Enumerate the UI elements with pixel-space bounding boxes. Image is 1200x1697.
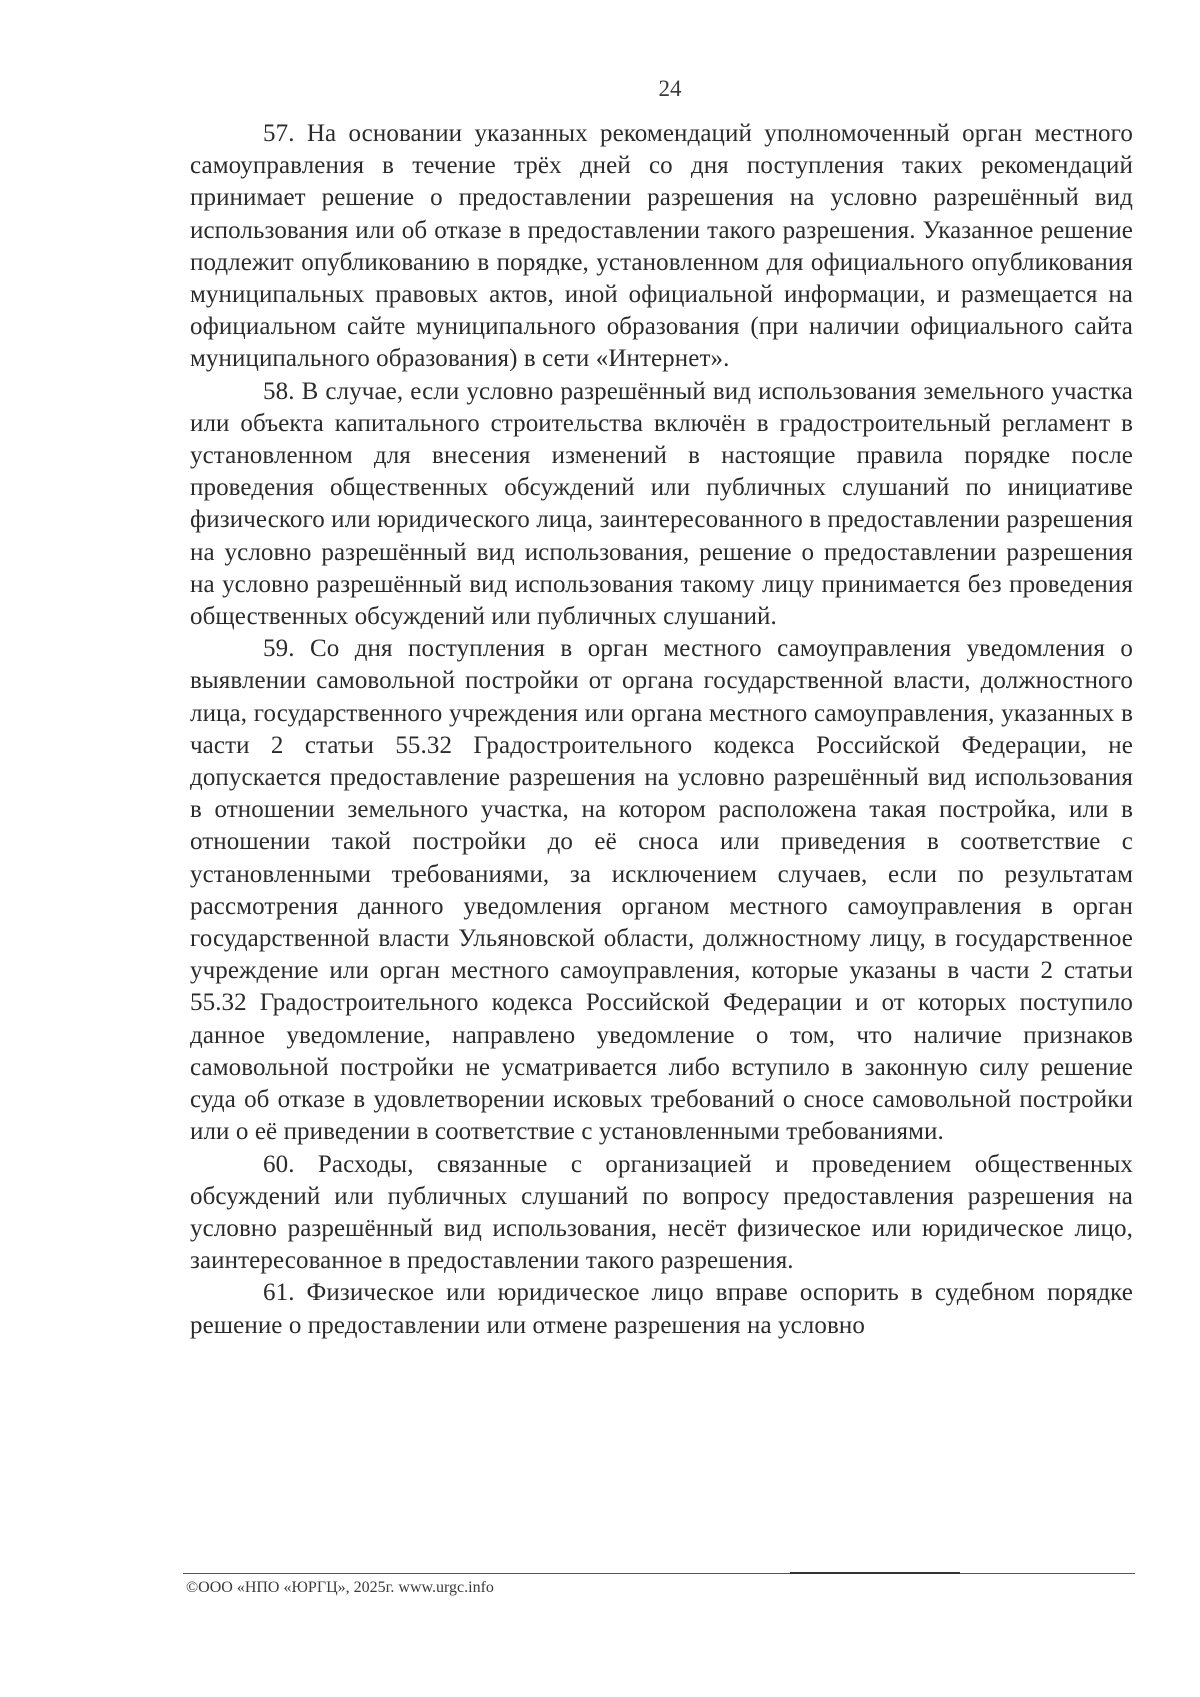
- paragraph-57: 57. На основании указанных рекомендаций уполномоченный орган местного самоуправления в течение трёх дней со дня поступления таких рекомендаций принимает решение о предоставлении разрешения на условно разрешённый вид использования или об отказе в предоставлении такого разрешения. Указанное решение подлежит опубликованию в порядке, установленном для официального опубликования муниципальных правовых актов, иной официальной информации, и размещается на официальном сайте муниципального образования (при наличии официального сайта муниципального образования) в сети «Интернет».: [190, 120, 1133, 373]
- footer-copyright: ©ООО «НПО «ЮРГЦ», 2025г. www.urgc.info: [186, 1579, 494, 1596]
- paragraph-61: 61. Физическое или юридическое лицо вправе оспорить в судебном порядке решение о предоставлении или отмене разрешения на условно: [190, 1279, 1133, 1339]
- page-number: 24: [658, 76, 682, 101]
- paragraph-60: 60. Расходы, связанные с организацией и проведением общественных обсуждений или публичных слушаний по вопросу предоставления разрешения на условно разрешённый вид использования, несёт физическое или юридическое лицо, заинтересованное в предоставлении такого разрешения.: [190, 1150, 1133, 1275]
- footer-divider: [183, 1573, 1135, 1574]
- paragraph-58: 58. В случае, если условно разрешённый вид использования земельного участка или объекта капитального строительства включён в градостроительный регламент в установленном для внесения изменений в настоящие правила порядке после проведения общественных обсуждений или публичных слушаний по инициативе физического или юридического лица, заинтересованного в предоставлении разрешения на условно разрешённый вид использования, решение о предоставлении разрешения на условно разрешённый вид использования такому лицу принимается без проведения общественных обсуждений или публичных слушаний.: [190, 377, 1133, 631]
- footer-divider-accent: [790, 1572, 960, 1574]
- document-body: [190, 118, 1133, 1342]
- paragraph-59: 59. Со дня поступления в орган местного самоуправления уведомления о выявлении самовольной постройки от органа государственной власти, должностного лица, государственного учреждения или органа местного самоуправления, указанных в части 2 статьи 55.32 Градостроительного кодекса Российской Федерации, не допускается предоставление разрешения на условно разрешённый вид использования в отношении земельного участка, на котором расположена такая постройка, или в отношении такой постройки до её сноса или приведения в соответствие с установленными требованиями, за исключением случаев, если по результатам рассмотрения данного уведомления органом местного самоуправления в орган государственной власти Ульяновской области, должностному лицу, в государственное учреждение или орган местного самоуправления, которые указаны в части 2 статьи 55.32 Градостроительного кодекса Российской Федерации и от которых поступило данное уведомление, направлено уведомление о том, что наличие признаков самовольной постройки не усматривается либо вступило в законную силу решение суда об отказе в удовлетворении исковых требований о сносе самовольной постройки или о её приведении в соответствие с установленными требованиями.: [190, 635, 1133, 1146]
